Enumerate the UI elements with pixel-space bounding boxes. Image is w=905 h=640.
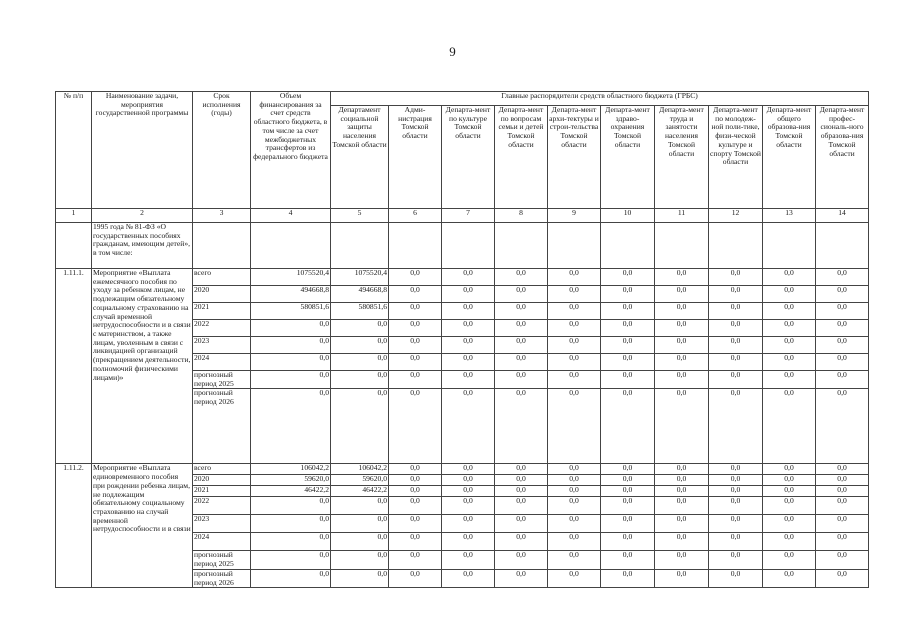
- total-cell: 0,0: [251, 569, 331, 587]
- total-cell: 46422,2: [251, 486, 331, 497]
- grbs-value-cell: 0,0: [763, 486, 816, 497]
- grbs-value-cell: 0,0: [655, 551, 709, 569]
- period-cell: прогнозный период 2025: [193, 551, 251, 569]
- grbs-value-cell: 0,0: [709, 371, 763, 389]
- grbs-value-cell: 0,0: [763, 337, 816, 354]
- grbs-value-cell: 0,0: [709, 389, 763, 464]
- grbs-value-cell: 0,0: [389, 551, 442, 569]
- header-grbs-1: Департамент социальной защиты населения Томской области: [331, 106, 389, 209]
- period-cell: прогнозный период 2025: [193, 371, 251, 389]
- grbs-value-cell: 0,0: [331, 497, 389, 515]
- grbs-value-cell: 0,0: [709, 337, 763, 354]
- grbs-value-cell: 0,0: [495, 320, 548, 337]
- grbs-value-cell: 0,0: [709, 286, 763, 303]
- grbs-value-cell: 0,0: [495, 354, 548, 371]
- grbs-value-cell: 0,0: [816, 551, 869, 569]
- total-cell: 59620,0: [251, 475, 331, 486]
- grbs-value-cell: 0,0: [655, 371, 709, 389]
- grbs-value-cell: 0,0: [816, 515, 869, 533]
- grbs-value-cell: 0,0: [601, 269, 655, 286]
- grbs-value-cell: 0,0: [655, 303, 709, 320]
- grbs-value-cell: 0,0: [548, 371, 601, 389]
- grbs-value-cell: 0,0: [331, 569, 389, 587]
- total-cell: 0,0: [251, 497, 331, 515]
- grbs-value-cell: 0,0: [816, 464, 869, 475]
- grbs-value-cell: 580851,6: [331, 303, 389, 320]
- grbs-value-cell: 0,0: [709, 569, 763, 587]
- grbs-value-cell: 0,0: [548, 354, 601, 371]
- column-number: 14: [816, 209, 869, 223]
- grbs-value-cell: 0,0: [709, 354, 763, 371]
- period-cell: 2024: [193, 533, 251, 551]
- grbs-value-cell: 0,0: [389, 515, 442, 533]
- grbs-value-cell: 0,0: [442, 320, 495, 337]
- header-name: Наименование задачи, мероприятия государственной программы: [92, 92, 193, 209]
- period-cell: всего: [193, 269, 251, 286]
- grbs-value-cell: 0,0: [763, 354, 816, 371]
- grbs-value-cell: 0,0: [763, 497, 816, 515]
- grbs-value-cell: 0,0: [389, 486, 442, 497]
- grbs-value-cell: 0,0: [548, 486, 601, 497]
- grbs-value-cell: 0,0: [816, 371, 869, 389]
- grbs-value-cell: 0,0: [709, 320, 763, 337]
- column-number: 6: [389, 209, 442, 223]
- grbs-value-cell: 0,0: [709, 486, 763, 497]
- grbs-value-cell: 0,0: [548, 551, 601, 569]
- grbs-value-cell: 0,0: [495, 486, 548, 497]
- grbs-value-cell: 0,0: [331, 320, 389, 337]
- grbs-value-cell: 0,0: [816, 569, 869, 587]
- measure-number: 1.11.1.: [56, 269, 92, 464]
- grbs-value-cell: 494668,8: [331, 286, 389, 303]
- grbs-value-cell: 0,0: [548, 303, 601, 320]
- grbs-value-cell: 0,0: [601, 551, 655, 569]
- grbs-value-cell: 0,0: [816, 533, 869, 551]
- grbs-value-cell: 0,0: [495, 497, 548, 515]
- intro-no-cell: [56, 223, 92, 269]
- grbs-value-cell: 46422,2: [331, 486, 389, 497]
- header-grbs-6: Департа-мент здраво-охранения Томской области: [601, 106, 655, 209]
- grbs-value-cell: 1075520,4: [331, 269, 389, 286]
- grbs-value-cell: 0,0: [816, 269, 869, 286]
- grbs-value-cell: 0,0: [442, 371, 495, 389]
- column-number: 2: [92, 209, 193, 223]
- grbs-value-cell: 0,0: [548, 569, 601, 587]
- grbs-value-cell: 0,0: [495, 286, 548, 303]
- header-no: № п/п: [56, 92, 92, 209]
- grbs-value-cell: 0,0: [763, 269, 816, 286]
- column-number: 7: [442, 209, 495, 223]
- period-cell: 2022: [193, 497, 251, 515]
- grbs-value-cell: 0,0: [548, 269, 601, 286]
- grbs-value-cell: 0,0: [442, 337, 495, 354]
- grbs-value-cell: 0,0: [601, 320, 655, 337]
- period-cell: 2024: [193, 354, 251, 371]
- grbs-value-cell: 0,0: [442, 475, 495, 486]
- column-number: 13: [763, 209, 816, 223]
- grbs-value-cell: 0,0: [389, 497, 442, 515]
- grbs-value-cell: 0,0: [495, 551, 548, 569]
- grbs-value-cell: 0,0: [763, 551, 816, 569]
- grbs-value-cell: 0,0: [331, 515, 389, 533]
- total-cell: 0,0: [251, 533, 331, 551]
- grbs-value-cell: 0,0: [763, 464, 816, 475]
- grbs-value-cell: 0,0: [389, 337, 442, 354]
- grbs-value-cell: 0,0: [709, 303, 763, 320]
- grbs-value-cell: 0,0: [495, 515, 548, 533]
- grbs-value-cell: 0,0: [601, 475, 655, 486]
- header-grbs-8: Департа-мент по молодеж-ной поли-тике, физи-ческой культуре и спорту Томской области: [709, 106, 763, 209]
- grbs-value-cell: 0,0: [763, 303, 816, 320]
- grbs-value-cell: 0,0: [601, 515, 655, 533]
- grbs-value-cell: 0,0: [442, 286, 495, 303]
- header-grbs-9: Департа-мент общего образова-ния Томской области: [763, 106, 816, 209]
- header-grbs-3: Департа-мент по культуре Томской области: [442, 106, 495, 209]
- grbs-value-cell: 0,0: [655, 497, 709, 515]
- grbs-value-cell: 0,0: [709, 269, 763, 286]
- grbs-value-cell: 0,0: [655, 320, 709, 337]
- grbs-value-cell: 0,0: [548, 389, 601, 464]
- period-cell: прогнозный период 2026: [193, 389, 251, 464]
- grbs-value-cell: 0,0: [495, 475, 548, 486]
- total-cell: 0,0: [251, 515, 331, 533]
- grbs-value-cell: 0,0: [442, 389, 495, 464]
- grbs-value-cell: 0,0: [442, 551, 495, 569]
- measure-name: Мероприятие «Выплата единовременного пособия при рождении ребенка лицам, не подлежащим обязательному социальному страхованию на случай временной нетрудоспособности и в связи: [92, 464, 193, 588]
- grbs-value-cell: 0,0: [331, 551, 389, 569]
- total-cell: 0,0: [251, 320, 331, 337]
- grbs-value-cell: 0,0: [601, 497, 655, 515]
- grbs-value-cell: 0,0: [331, 337, 389, 354]
- grbs-value-cell: 0,0: [442, 533, 495, 551]
- grbs-value-cell: 0,0: [495, 533, 548, 551]
- header-grbs-2: Адми-нистрация Томской области: [389, 106, 442, 209]
- column-number: 9: [548, 209, 601, 223]
- column-number: 8: [495, 209, 548, 223]
- grbs-value-cell: 0,0: [442, 269, 495, 286]
- grbs-value-cell: 0,0: [816, 354, 869, 371]
- total-cell: 0,0: [251, 337, 331, 354]
- grbs-value-cell: 0,0: [548, 515, 601, 533]
- grbs-value-cell: 0,0: [816, 389, 869, 464]
- grbs-value-cell: 0,0: [816, 286, 869, 303]
- grbs-value-cell: 0,0: [763, 371, 816, 389]
- grbs-value-cell: 0,0: [601, 286, 655, 303]
- grbs-value-cell: 0,0: [816, 497, 869, 515]
- grbs-value-cell: 0,0: [601, 303, 655, 320]
- grbs-value-cell: 0,0: [655, 464, 709, 475]
- measure-name: Мероприятие «Выплата ежемесячного пособия по уходу за ребенком лицам, не подлежащим обязательному социальному страхованию на случай временной нетрудоспособности и в связи с материнством, а также лицам, уволенным в связи с ликвидацией организаций (прекращением деятельности, полномочий физическими лицами)»: [92, 269, 193, 464]
- table-row: [56, 464, 869, 475]
- period-cell: 2021: [193, 486, 251, 497]
- grbs-value-cell: 0,0: [816, 320, 869, 337]
- grbs-value-cell: 0,0: [495, 569, 548, 587]
- grbs-value-cell: 0,0: [655, 337, 709, 354]
- grbs-value-cell: 0,0: [816, 303, 869, 320]
- grbs-value-cell: 0,0: [389, 533, 442, 551]
- total-cell: 106042,2: [251, 464, 331, 475]
- grbs-value-cell: 0,0: [655, 515, 709, 533]
- grbs-value-cell: 0,0: [655, 475, 709, 486]
- grbs-value-cell: 0,0: [655, 569, 709, 587]
- grbs-value-cell: 0,0: [709, 475, 763, 486]
- grbs-value-cell: 0,0: [389, 286, 442, 303]
- grbs-value-cell: 0,0: [495, 389, 548, 464]
- grbs-value-cell: 0,0: [816, 475, 869, 486]
- total-cell: 0,0: [251, 389, 331, 464]
- table-row: [56, 269, 869, 286]
- grbs-value-cell: 0,0: [763, 533, 816, 551]
- grbs-value-cell: 0,0: [709, 497, 763, 515]
- grbs-value-cell: 0,0: [601, 486, 655, 497]
- grbs-value-cell: 0,0: [389, 269, 442, 286]
- grbs-value-cell: 0,0: [763, 389, 816, 464]
- grbs-value-cell: 0,0: [763, 320, 816, 337]
- column-number: 3: [193, 209, 251, 223]
- column-number: 12: [709, 209, 763, 223]
- grbs-value-cell: 0,0: [601, 337, 655, 354]
- grbs-value-cell: 0,0: [709, 533, 763, 551]
- period-cell: 2021: [193, 303, 251, 320]
- period-cell: 2023: [193, 337, 251, 354]
- header-grbs-title: Главные распорядители средств областного бюджета (ГРБС): [331, 92, 869, 106]
- grbs-value-cell: 0,0: [655, 354, 709, 371]
- grbs-value-cell: 0,0: [442, 303, 495, 320]
- grbs-value-cell: 0,0: [442, 497, 495, 515]
- header-term: Срок исполнения (годы): [193, 92, 251, 209]
- grbs-value-cell: 0,0: [548, 320, 601, 337]
- grbs-value-cell: 0,0: [495, 464, 548, 475]
- grbs-value-cell: 0,0: [655, 533, 709, 551]
- grbs-value-cell: 0,0: [655, 389, 709, 464]
- total-cell: 1075520,4: [251, 269, 331, 286]
- grbs-value-cell: 0,0: [495, 269, 548, 286]
- page-number: 9: [449, 44, 456, 59]
- grbs-value-cell: 0,0: [763, 515, 816, 533]
- grbs-value-cell: 0,0: [548, 464, 601, 475]
- grbs-value-cell: 0,0: [495, 337, 548, 354]
- header-grbs-10: Департа-мент профес-сиональ-ного образова-ния Томской области: [816, 106, 869, 209]
- header-total: Объем финансирования за счет средств областного бюджета, в том числе за счет межбюджетных трансфертов из федерального бюджета: [251, 92, 331, 209]
- grbs-value-cell: 0,0: [331, 533, 389, 551]
- column-number: 11: [655, 209, 709, 223]
- total-cell: 0,0: [251, 354, 331, 371]
- financing-table: [55, 91, 869, 588]
- grbs-value-cell: 0,0: [816, 486, 869, 497]
- header-grbs-4: Департа-мент по вопросам семьи и детей Томской области: [495, 106, 548, 209]
- grbs-value-cell: 0,0: [442, 354, 495, 371]
- column-number: 5: [331, 209, 389, 223]
- grbs-value-cell: 0,0: [763, 475, 816, 486]
- period-cell: всего: [193, 464, 251, 475]
- grbs-value-cell: 0,0: [601, 389, 655, 464]
- grbs-value-cell: 0,0: [389, 475, 442, 486]
- grbs-value-cell: 0,0: [389, 354, 442, 371]
- total-cell: 0,0: [251, 551, 331, 569]
- column-number: 10: [601, 209, 655, 223]
- header-grbs-5: Департа-мент архи-тектуры и строи-тельства Томской области: [548, 106, 601, 209]
- grbs-value-cell: 0,0: [601, 533, 655, 551]
- grbs-value-cell: 0,0: [389, 371, 442, 389]
- period-cell: 2022: [193, 320, 251, 337]
- grbs-value-cell: 0,0: [601, 371, 655, 389]
- period-cell: 2020: [193, 475, 251, 486]
- grbs-value-cell: 0,0: [495, 371, 548, 389]
- grbs-value-cell: 0,0: [442, 569, 495, 587]
- measure-number: 1.11.2.: [56, 464, 92, 588]
- grbs-value-cell: 0,0: [601, 569, 655, 587]
- grbs-value-cell: 0,0: [763, 569, 816, 587]
- grbs-value-cell: 0,0: [709, 515, 763, 533]
- period-cell: 2023: [193, 515, 251, 533]
- period-cell: 2020: [193, 286, 251, 303]
- grbs-value-cell: 0,0: [601, 354, 655, 371]
- grbs-value-cell: 0,0: [655, 269, 709, 286]
- column-number: 1: [56, 209, 92, 223]
- grbs-value-cell: 0,0: [495, 303, 548, 320]
- grbs-value-cell: 0,0: [442, 486, 495, 497]
- grbs-value-cell: 0,0: [548, 286, 601, 303]
- grbs-value-cell: 0,0: [763, 286, 816, 303]
- grbs-value-cell: 0,0: [442, 515, 495, 533]
- grbs-value-cell: 0,0: [709, 464, 763, 475]
- header-grbs-7: Департа-мент труда и занятости населения Томской области: [655, 106, 709, 209]
- grbs-value-cell: 0,0: [389, 569, 442, 587]
- column-number: 4: [251, 209, 331, 223]
- grbs-value-cell: 0,0: [389, 389, 442, 464]
- total-cell: 580851,6: [251, 303, 331, 320]
- grbs-value-cell: 0,0: [601, 464, 655, 475]
- grbs-value-cell: 0,0: [548, 533, 601, 551]
- grbs-value-cell: 0,0: [331, 371, 389, 389]
- grbs-value-cell: 59620,0: [331, 475, 389, 486]
- grbs-value-cell: 0,0: [655, 486, 709, 497]
- grbs-value-cell: 0,0: [389, 303, 442, 320]
- grbs-value-cell: 0,0: [389, 320, 442, 337]
- grbs-value-cell: 0,0: [548, 475, 601, 486]
- grbs-value-cell: 0,0: [442, 464, 495, 475]
- grbs-value-cell: 0,0: [548, 497, 601, 515]
- total-cell: 494668,8: [251, 286, 331, 303]
- period-cell: прогнозный период 2026: [193, 569, 251, 587]
- intro-name: 1995 года № 81-ФЗ «О государственных пособиях гражданам, имеющим детей», в том числе:: [92, 223, 193, 269]
- grbs-value-cell: 0,0: [655, 286, 709, 303]
- grbs-value-cell: 106042,2: [331, 464, 389, 475]
- grbs-value-cell: 0,0: [389, 464, 442, 475]
- grbs-value-cell: 0,0: [816, 337, 869, 354]
- total-cell: 0,0: [251, 371, 331, 389]
- grbs-value-cell: 0,0: [331, 354, 389, 371]
- grbs-value-cell: 0,0: [331, 389, 389, 464]
- grbs-value-cell: 0,0: [709, 551, 763, 569]
- grbs-value-cell: 0,0: [548, 337, 601, 354]
